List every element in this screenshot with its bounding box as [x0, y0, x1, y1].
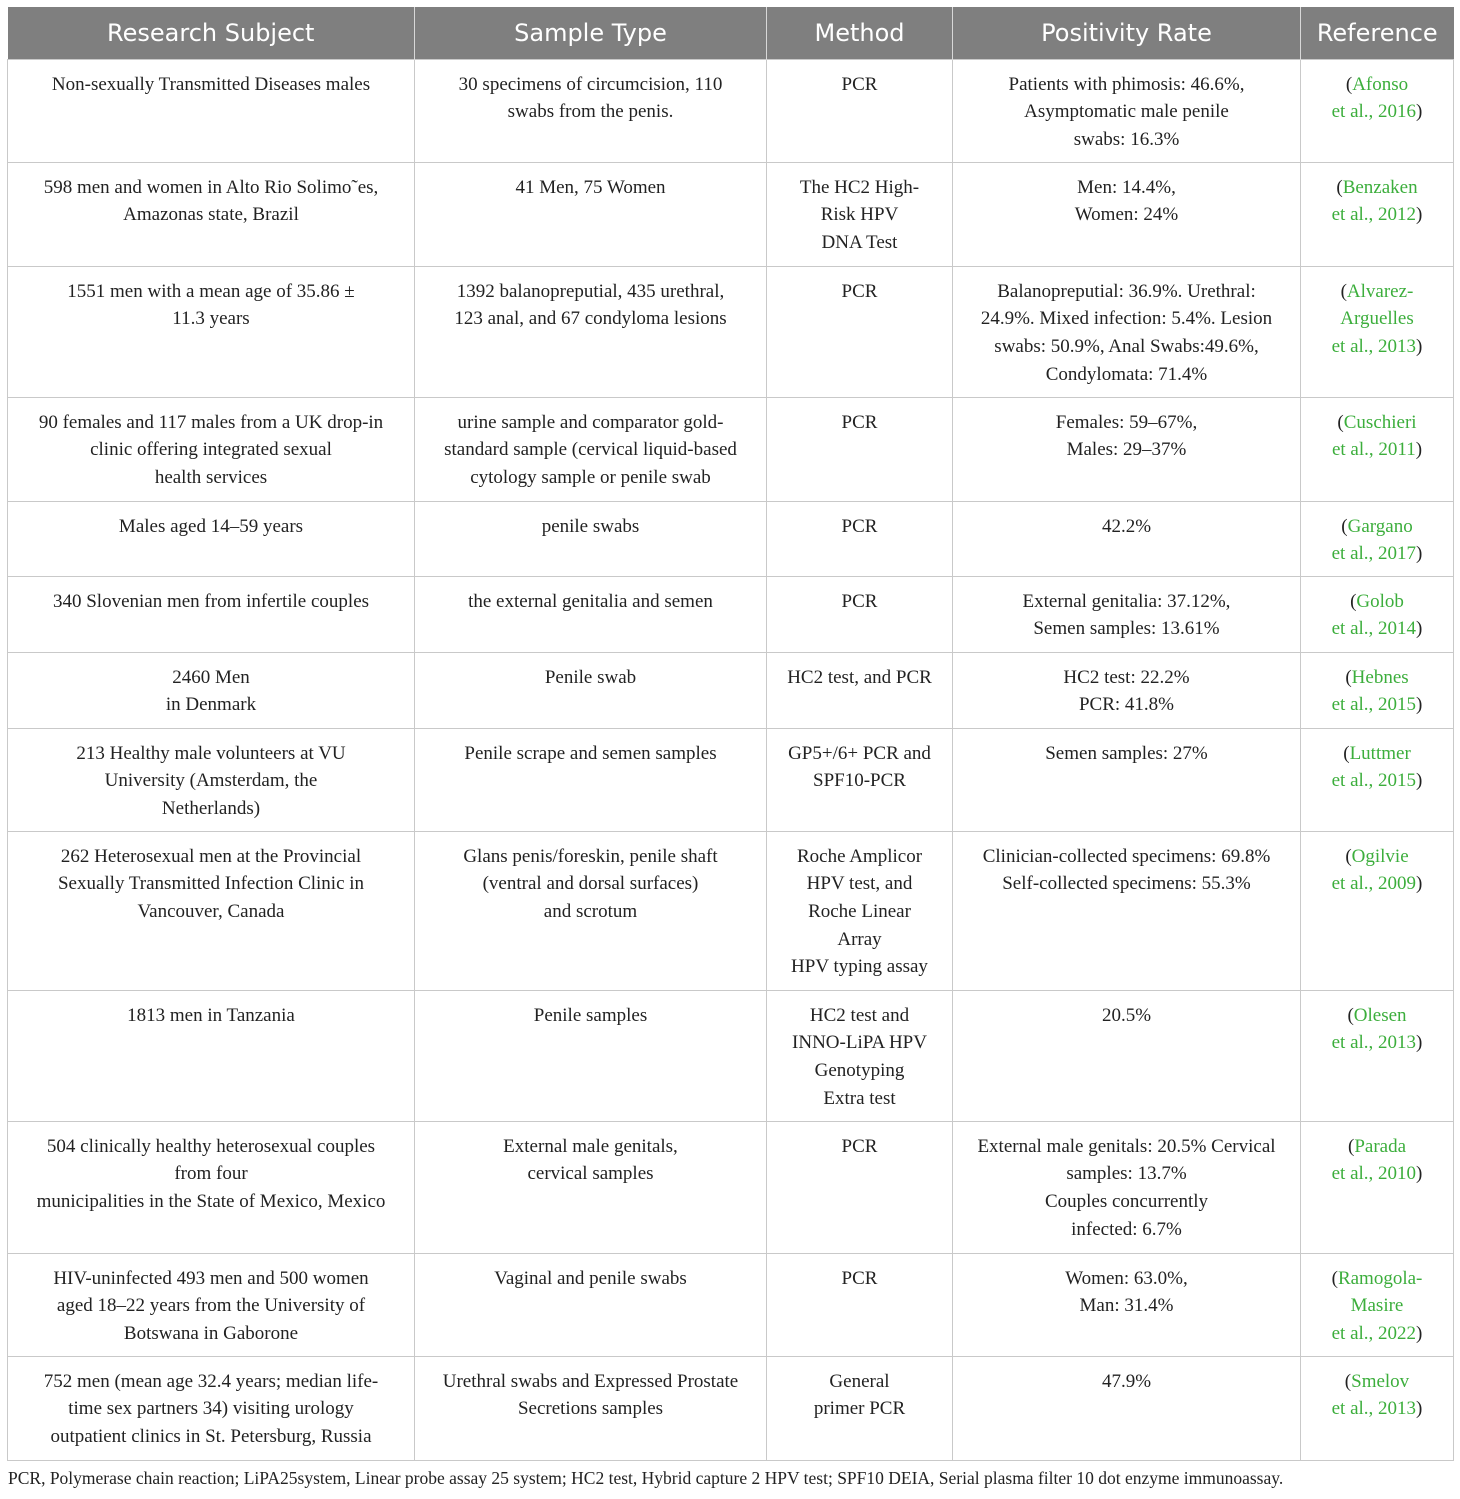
cell-sample-type: urine sample and comparator gold- standard sample (cervical liquid-based cytology sample or penile swab	[415, 397, 767, 501]
ref-paren-close: )	[1416, 873, 1423, 895]
cell-sample-type: 1392 balanopreputial, 435 urethral, 123 anal, and 67 condyloma lesions	[415, 266, 767, 397]
hpv-positivity-table	[7, 7, 1454, 1461]
cell-sample-type: Penile scrape and semen samples	[415, 728, 767, 831]
cell-reference	[1301, 501, 1454, 576]
ref-paren-open: (	[1343, 742, 1350, 764]
cell-method: PCR	[767, 1253, 953, 1356]
cell-method: PCR	[767, 266, 953, 397]
cell-reference	[1301, 728, 1454, 831]
cell-research-subject: 213 Healthy male volunteers at VU University (Amsterdam, the Netherlands)	[8, 728, 415, 831]
cell-reference	[1301, 1356, 1454, 1460]
cell-method: PCR	[767, 501, 953, 576]
header-research-subject: Research Subject	[8, 7, 415, 59]
cell-sample-type: 30 specimens of circumcision, 110 swabs from the penis.	[415, 59, 767, 162]
cell-positivity-rate: 47.9%	[953, 1356, 1301, 1460]
cell-positivity-rate: Females: 59–67%, Males: 29–37%	[953, 397, 1301, 501]
cell-positivity-rate: HC2 test: 22.2% PCR: 41.8%	[953, 652, 1301, 728]
cell-method: General primer PCR	[767, 1356, 953, 1460]
cell-method: Roche Amplicor HPV test, and Roche Linear Array HPV typing assay	[767, 831, 953, 990]
cell-reference	[1301, 397, 1454, 501]
cell-reference	[1301, 576, 1454, 652]
cell-positivity-rate: Clinician-collected specimens: 69.8% Self-collected specimens: 55.3%	[953, 831, 1301, 990]
table-row	[8, 1253, 1454, 1356]
cell-reference	[1301, 162, 1454, 266]
table-row	[8, 266, 1454, 397]
ref-paren-open: (	[1331, 1267, 1338, 1289]
ref-paren-open: (	[1340, 280, 1347, 302]
reference-link[interactable]: Hebnes et al., 2015	[1331, 666, 1417, 716]
cell-research-subject: 1551 men with a mean age of 35.86 ± 11.3 years	[8, 266, 415, 397]
ref-paren-close: )	[1416, 1163, 1423, 1185]
cell-research-subject: 504 clinically healthy heterosexual couples from four municipalities in the State of Mexico, Mexico	[8, 1121, 415, 1253]
cell-sample-type: penile swabs	[415, 501, 767, 576]
table-row	[8, 576, 1454, 652]
hpv-table-container	[7, 7, 1453, 1461]
header-sample-type: Sample Type	[415, 7, 767, 59]
ref-paren-open: (	[1347, 1004, 1354, 1026]
cell-reference	[1301, 652, 1454, 728]
ref-paren-close: )	[1416, 101, 1423, 123]
table-row	[8, 1121, 1454, 1253]
cell-sample-type: 41 Men, 75 Women	[415, 162, 767, 266]
header-reference: Reference	[1301, 7, 1454, 59]
cell-method: GP5+/6+ PCR and SPF10-PCR	[767, 728, 953, 831]
cell-sample-type: Glans penis/foreskin, penile shaft (ventral and dorsal surfaces) and scrotum	[415, 831, 767, 990]
cell-sample-type: Penile swab	[415, 652, 767, 728]
ref-paren-open: (	[1345, 666, 1352, 688]
cell-reference	[1301, 1253, 1454, 1356]
table-row	[8, 501, 1454, 576]
cell-research-subject: 2460 Men in Denmark	[8, 652, 415, 728]
ref-paren-open: (	[1344, 1370, 1352, 1392]
ref-paren-close: )	[1415, 439, 1423, 461]
cell-positivity-rate: Balanopreputial: 36.9%. Urethral: 24.9%. Mixed infection: 5.4%. Lesion swabs: 50.9%, Anal Swabs:49.6%, Condylomata: 71.4%	[953, 266, 1301, 397]
ref-paren-close: )	[1416, 1322, 1423, 1344]
cell-research-subject: Non-sexually Transmitted Diseases males	[8, 59, 415, 162]
reference-link[interactable]: Parada et al., 2010	[1331, 1135, 1417, 1185]
reference-link[interactable]: Golob et al., 2014	[1331, 590, 1417, 640]
cell-reference	[1301, 59, 1454, 162]
cell-research-subject: 598 men and women in Alto Rio Solimo˜es, Amazonas state, Brazil	[8, 162, 415, 266]
reference-link[interactable]: Ogilvie et al., 2009	[1331, 845, 1417, 895]
cell-method: HC2 test, and PCR	[767, 652, 953, 728]
cell-research-subject: 752 men (mean age 32.4 years; median life- time sex partners 34) visiting urology outpatient clinics in St. Petersburg, Russia	[8, 1356, 415, 1460]
reference-link[interactable]: Smelov et al., 2013	[1331, 1370, 1417, 1420]
ref-paren-close: )	[1416, 1398, 1423, 1420]
cell-research-subject: HIV-uninfected 493 men and 500 women aged 18–22 years from the University of Botswana in Gaborone	[8, 1253, 415, 1356]
cell-sample-type: Urethral swabs and Expressed Prostate Secretions samples	[415, 1356, 767, 1460]
ref-paren-close: )	[1416, 618, 1423, 640]
cell-positivity-rate: Men: 14.4%, Women: 24%	[953, 162, 1301, 266]
table-row	[8, 162, 1454, 266]
ref-paren-close: )	[1416, 335, 1423, 357]
table-row	[8, 1356, 1454, 1460]
reference-link[interactable]: Cuschieri et al., 2011	[1331, 411, 1417, 461]
table-body	[8, 59, 1454, 1460]
reference-link[interactable]: Afonso et al., 2016	[1331, 73, 1417, 123]
cell-positivity-rate: Women: 63.0%, Man: 31.4%	[953, 1253, 1301, 1356]
table-row	[8, 831, 1454, 990]
cell-reference	[1301, 990, 1454, 1121]
cell-method: PCR	[767, 1121, 953, 1253]
reference-link[interactable]: Benzaken et al., 2012	[1331, 176, 1418, 226]
reference-link[interactable]: Gargano et al., 2017	[1331, 515, 1417, 565]
cell-reference	[1301, 831, 1454, 990]
cell-positivity-rate: External genitalia: 37.12%, Semen samples: 13.61%	[953, 576, 1301, 652]
ref-paren-close: )	[1416, 1032, 1423, 1054]
cell-reference	[1301, 1121, 1454, 1253]
ref-paren-close: )	[1416, 543, 1423, 565]
cell-positivity-rate: Semen samples: 27%	[953, 728, 1301, 831]
reference-link[interactable]: Olesen et al., 2013	[1331, 1004, 1417, 1054]
cell-method: PCR	[767, 59, 953, 162]
cell-sample-type: Penile samples	[415, 990, 767, 1121]
table-row	[8, 728, 1454, 831]
cell-method: PCR	[767, 397, 953, 501]
ref-paren-close: )	[1416, 770, 1423, 792]
ref-paren-open: (	[1350, 590, 1357, 612]
cell-method: The HC2 High- Risk HPV DNA Test	[767, 162, 953, 266]
header-positivity-rate: Positivity Rate	[953, 7, 1301, 59]
cell-sample-type: the external genitalia and semen	[415, 576, 767, 652]
table-footnote: PCR, Polymerase chain reaction; LiPA25system, Linear probe assay 25 system; HC2 test, Hybrid capture 2 HPV test; SPF10 DEIA, Serial plasma filter 10 dot enzyme immunoassay.	[8, 1468, 1284, 1488]
table-row	[8, 397, 1454, 501]
cell-positivity-rate: Patients with phimosis: 46.6%, Asymptomatic male penile swabs: 16.3%	[953, 59, 1301, 162]
cell-positivity-rate: 20.5%	[953, 990, 1301, 1121]
reference-link[interactable]: Alvarez- Arguelles et al., 2013	[1331, 280, 1417, 357]
reference-link[interactable]: Luttmer et al., 2015	[1331, 742, 1417, 792]
table-header	[8, 7, 1454, 59]
table-row	[8, 990, 1454, 1121]
cell-research-subject: 262 Heterosexual men at the Provincial Sexually Transmitted Infection Clinic in Vancouver, Canada	[8, 831, 415, 990]
cell-research-subject: 1813 men in Tanzania	[8, 990, 415, 1121]
ref-paren-open: (	[1337, 411, 1344, 433]
cell-method: PCR	[767, 576, 953, 652]
cell-reference	[1301, 266, 1454, 397]
cell-method: HC2 test and INNO-LiPA HPV Genotyping Extra test	[767, 990, 953, 1121]
cell-research-subject: Males aged 14–59 years	[8, 501, 415, 576]
table-row	[8, 59, 1454, 162]
ref-paren-open: (	[1336, 176, 1343, 198]
ref-paren-open: (	[1347, 1135, 1355, 1157]
ref-paren-open: (	[1345, 73, 1353, 95]
cell-sample-type: External male genitals, cervical samples	[415, 1121, 767, 1253]
reference-link[interactable]: Ramogola- Masire et al., 2022	[1331, 1267, 1423, 1344]
ref-paren-open: (	[1345, 845, 1352, 867]
ref-paren-open: (	[1341, 515, 1348, 537]
table-row	[8, 652, 1454, 728]
cell-positivity-rate: External male genitals: 20.5% Cervical samples: 13.7% Couples concurrently infected: 6.7%	[953, 1121, 1301, 1253]
ref-paren-close: )	[1416, 694, 1423, 716]
cell-sample-type: Vaginal and penile swabs	[415, 1253, 767, 1356]
cell-research-subject: 340 Slovenian men from infertile couples	[8, 576, 415, 652]
header-row	[8, 7, 1454, 59]
ref-paren-close: )	[1416, 204, 1423, 226]
cell-research-subject: 90 females and 117 males from a UK drop-in clinic offering integrated sexual health services	[8, 397, 415, 501]
cell-positivity-rate: 42.2%	[953, 501, 1301, 576]
header-method: Method	[767, 7, 953, 59]
